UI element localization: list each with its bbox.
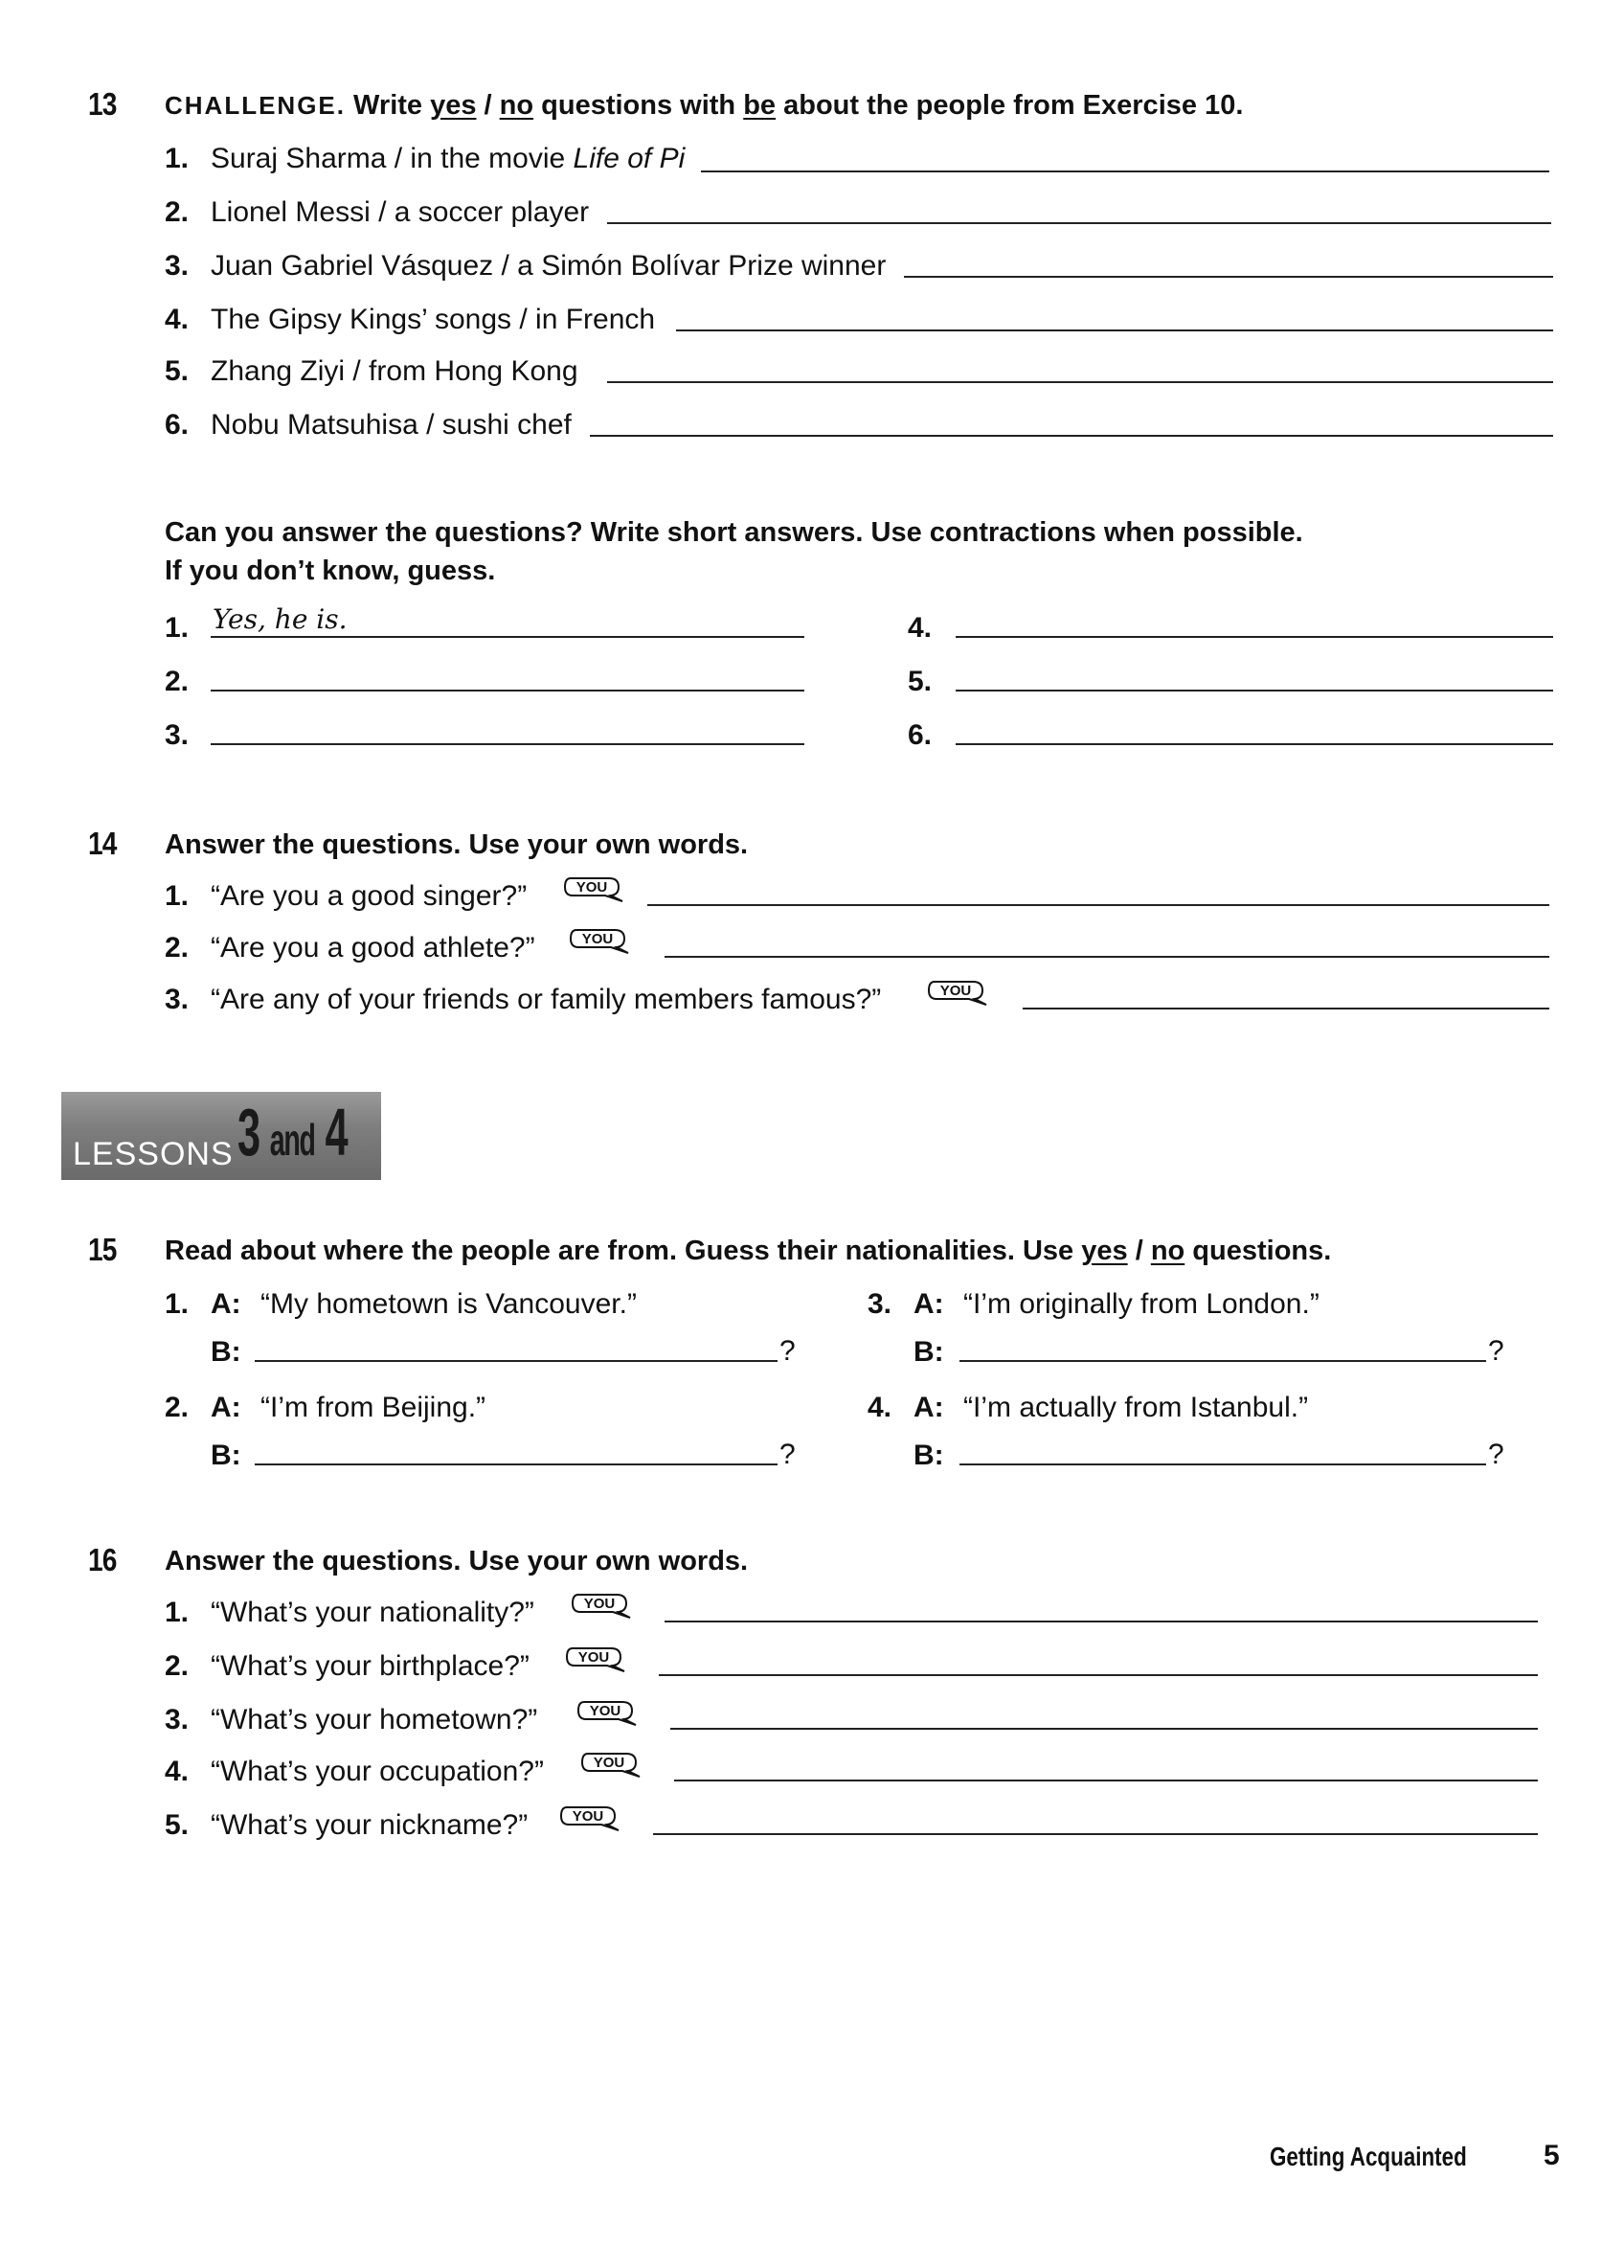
ex15-qmark-3: ?: [1488, 1335, 1504, 1367]
ex15-item-3: 3. A: “I’m originally from London.”: [868, 1288, 1320, 1320]
ex14-item-2: 2. “Are you a good athlete?”: [165, 932, 535, 964]
ex15-item-4-b-label: B:: [914, 1440, 944, 1471]
ex15-answer-line-4[interactable]: [959, 1463, 1486, 1465]
footer-unit-title: Getting Acquainted: [1270, 2142, 1467, 2171]
short-answer-1-number: 1.: [165, 612, 190, 644]
short-answer-3-number: 3.: [165, 719, 190, 751]
you-speech-bubble-icon: [576, 1699, 638, 1724]
short-answers-instructions-2: If you don’t know, guess.: [165, 556, 496, 586]
you-speech-bubble-icon: [580, 1751, 642, 1776]
ex13-item-6: 6. Nobu Matsuhisa / sushi chef: [165, 409, 572, 441]
page-number: 5: [1544, 2140, 1560, 2171]
ex13-item-4: 4. The Gipsy Kings’ songs / in French: [165, 304, 656, 335]
ex13-answer-line-2[interactable]: [607, 222, 1551, 224]
svg-text:YOU: YOU: [593, 1755, 625, 1771]
short-answers-instructions-1: Can you answer the questions? Write short answers. Use contractions when possible.: [165, 517, 1303, 548]
ex14-item-1: 1. “Are you a good singer?”: [165, 880, 528, 912]
svg-text:YOU: YOU: [939, 983, 972, 999]
ex14-answer-line-2[interactable]: [665, 956, 1549, 958]
you-speech-bubble-icon: [559, 1804, 620, 1829]
short-answer-6-number: 6.: [908, 719, 933, 751]
ex13-item-1: 1. Suraj Sharma / in the movie Life of Pi: [165, 143, 686, 174]
short-answer-line-6[interactable]: [956, 743, 1553, 745]
ex16-item-4: 4. “What’s your occupation?”: [165, 1756, 544, 1787]
svg-text:YOU: YOU: [575, 879, 608, 896]
ex16-answer-line-3[interactable]: [670, 1728, 1538, 1730]
ex15-item-1-b-label: B:: [211, 1336, 241, 1368]
you-speech-bubble-icon: [563, 875, 624, 900]
exercise-15-instructions: Read about where the people are from. Guess their nationalities. Use yes / no questions.: [165, 1236, 1332, 1266]
ex16-item-2: 2. “What’s your birthplace?”: [165, 1650, 530, 1682]
ex13-item-2: 2. Lionel Messi / a soccer player: [165, 196, 590, 228]
svg-text:YOU: YOU: [577, 1649, 610, 1666]
you-speech-bubble-icon: [571, 1592, 632, 1617]
ex15-item-4: 4. A: “I’m actually from Istanbul.”: [868, 1392, 1309, 1423]
ex13-item-3: 3. Juan Gabriel Vásquez / a Simón Bolívar Prize winner: [165, 250, 887, 282]
exercise-16-number: 16: [88, 1542, 117, 1577]
short-answer-2-number: 2.: [165, 666, 190, 697]
ex15-qmark-1: ?: [779, 1335, 796, 1367]
lessons-banner: [61, 1092, 381, 1180]
ex16-item-3: 3. “What’s your hometown?”: [165, 1704, 538, 1735]
ex13-item-5: 5. Zhang Ziyi / from Hong Kong: [165, 355, 578, 387]
ex15-item-1: 1. A: “My hometown is Vancouver.”: [165, 1288, 637, 1320]
short-answer-4-number: 4.: [908, 612, 933, 644]
ex16-answer-line-4[interactable]: [674, 1780, 1538, 1781]
ex13-answer-line-5[interactable]: [607, 381, 1553, 383]
exercise-15-number: 15: [88, 1232, 117, 1267]
ex16-answer-line-1[interactable]: [665, 1621, 1538, 1622]
ex16-answer-line-2[interactable]: [659, 1674, 1538, 1676]
ex15-qmark-2: ?: [779, 1439, 796, 1470]
exercise-14-instructions: Answer the questions. Use your own words.: [165, 829, 749, 860]
exercise-13-instructions: CHALLENGE. Write yes / no questions with be about the people from Exercise 10.: [165, 90, 1244, 121]
you-speech-bubble-icon: [927, 979, 988, 1004]
ex15-qmark-4: ?: [1488, 1439, 1504, 1470]
ex14-answer-line-1[interactable]: [647, 904, 1549, 906]
svg-text:YOU: YOU: [589, 1703, 621, 1719]
you-speech-bubble-icon: [565, 1645, 626, 1670]
exercise-13-number: 13: [88, 86, 117, 122]
short-answer-line-4[interactable]: [956, 636, 1553, 638]
ex15-answer-line-1[interactable]: [255, 1360, 778, 1362]
short-answer-1-value[interactable]: Yes, he is.: [213, 603, 348, 635]
ex14-item-3: 3. “Are any of your friends or family members famous?”: [165, 984, 882, 1015]
ex16-item-5: 5. “What’s your nickname?”: [165, 1809, 529, 1841]
lessons-banner-numbers: 3 and 4: [237, 1095, 348, 1169]
svg-text:YOU: YOU: [583, 1596, 616, 1612]
short-answer-line-1[interactable]: [211, 636, 804, 638]
short-answer-line-5[interactable]: [956, 690, 1553, 692]
ex13-answer-line-4[interactable]: [676, 329, 1553, 331]
svg-text:YOU: YOU: [572, 1808, 604, 1825]
short-answer-line-3[interactable]: [211, 743, 804, 745]
you-speech-bubble-icon: [569, 927, 630, 952]
ex15-item-2: 2. A: “I’m from Beijing.”: [165, 1392, 486, 1423]
short-answer-5-number: 5.: [908, 666, 933, 697]
ex13-answer-line-3[interactable]: [904, 276, 1553, 278]
exercise-14-number: 14: [88, 826, 117, 861]
ex15-item-3-b-label: B:: [914, 1336, 944, 1368]
ex16-item-1: 1. “What’s your nationality?”: [165, 1597, 534, 1628]
ex13-answer-line-6[interactable]: [590, 435, 1553, 437]
ex14-answer-line-3[interactable]: [1023, 1008, 1549, 1009]
challenge-label: CHALLENGE.: [165, 91, 346, 120]
svg-text:YOU: YOU: [581, 931, 614, 947]
ex15-item-2-b-label: B:: [211, 1440, 241, 1471]
ex15-answer-line-2[interactable]: [255, 1463, 778, 1465]
ex16-answer-line-5[interactable]: [653, 1833, 1538, 1835]
lessons-banner-word: LESSONS: [73, 1136, 234, 1172]
exercise-16-instructions: Answer the questions. Use your own words.: [165, 1546, 749, 1576]
ex15-answer-line-3[interactable]: [959, 1360, 1486, 1362]
ex13-answer-line-1[interactable]: [701, 170, 1549, 172]
short-answer-line-2[interactable]: [211, 690, 804, 692]
